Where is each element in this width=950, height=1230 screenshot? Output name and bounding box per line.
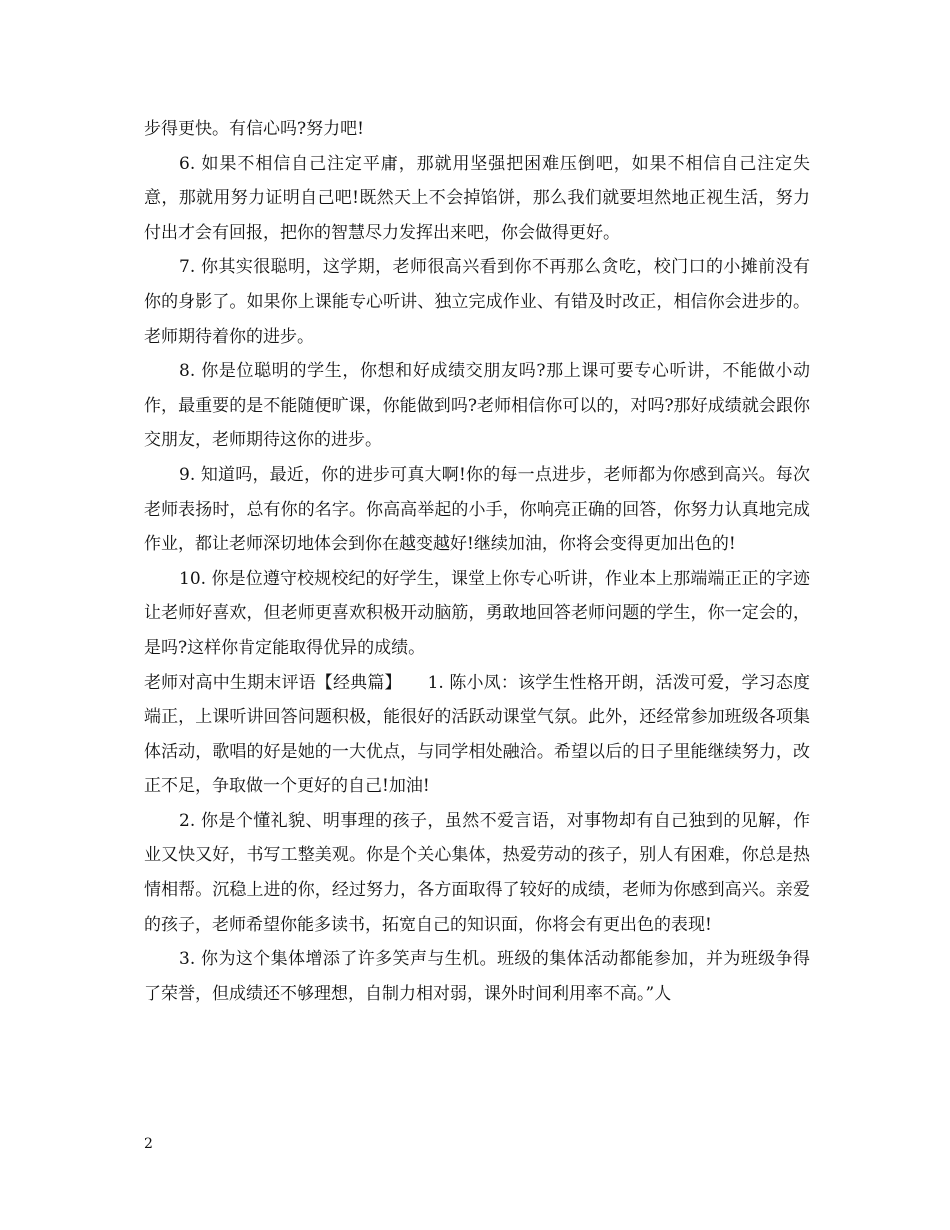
- paragraph-comment-8: 8. 你是位聪明的学生，你想和好成绩交朋友吗?那上课可要专心听讲，不能做小动作，最重要的是不能随便旷课，你能做到吗?老师相信你可以的，对吗?那好成绩就会跟你交朋友，老师期待这你的进步。: [144, 361, 810, 451]
- paragraph-comment-9: 9. 知道吗，最近，你的进步可真大啊!你的每一点进步，老师都为你感到高兴。每次老师表扬时，总有你的名字。你高高举起的小手，你响亮正确的回答，你努力认真地完成作业，都让老师深切地体会到你在越变越好!继续加油，你将会变得更加出色的!: [144, 464, 810, 555]
- document-body: [144, 112, 810, 1011]
- paragraph-comment-7: 7. 你其实很聪明，这学期，老师很高兴看到你不再那么贪吃，校门口的小摊前没有你的身影了。如果你上课能专心听讲、独立完成作业、有错及时改正，相信你会进步的。老师期待着你的进步。: [144, 257, 810, 347]
- paragraph-comment-2: 2. 你是个懂礼貌、明事理的孩子，虽然不爱言语，对事物却有自己独到的见解，作业又快又好，书写工整美观。你是个关心集体，热爱劳动的孩子，别人有困难，你总是热情相帮。沉稳上进的你，经过努力，各方面取得了较好的成绩，老师为你感到高兴。亲爱的孩子，老师希望你能多读书，拓宽自己的知识面，你将会有更出色的表现!: [144, 810, 810, 935]
- paragraph-comment-3: 3. 你为这个集体增添了许多笑声与生机。班级的集体活动都能参加，并为班级争得了荣誉，但成绩还不够理想，自制力相对弱，课外时间利用率不高。”人: [144, 949, 810, 1004]
- paragraph-comment-10: 10. 你是位遵守校规校纪的好学生，课堂上你专心听讲，作业本上那端端正正的字迹让老师好喜欢，但老师更喜欢积极开动脑筋，勇敢地回答老师问题的学生，你一定会的，是吗?这样你肯定能取得优异的成绩。: [144, 568, 810, 658]
- paragraph-continuation: 步得更快。有信心吗?努力吧!: [144, 119, 364, 139]
- paragraph-comment-6: 6. 如果不相信自己注定平庸，那就用坚强把困难压倒吧，如果不相信自己注定失意，那就用努力证明自己吧!既然天上不会掉馅饼，那么我们就要坦然地正视生活，努力付出才会有回报，把你的智慧尽力发挥出来吧，你会做得更好。: [144, 153, 810, 243]
- section-heading-paragraph: 老师对高中生期末评语【经典篇】 1. 陈小凤：该学生性格开朗，活泼可爱，学习态度端正，上课听讲回答问题积极，能很好的活跃动课堂气氛。此外，还经常参加班级各项集体活动，歌唱的好是她的一大优点，与同学相处融洽。希望以后的日子里能继续努力，改正不足，争取做一个更好的自己!加油!: [144, 672, 810, 797]
- page-number: 2: [144, 1136, 153, 1152]
